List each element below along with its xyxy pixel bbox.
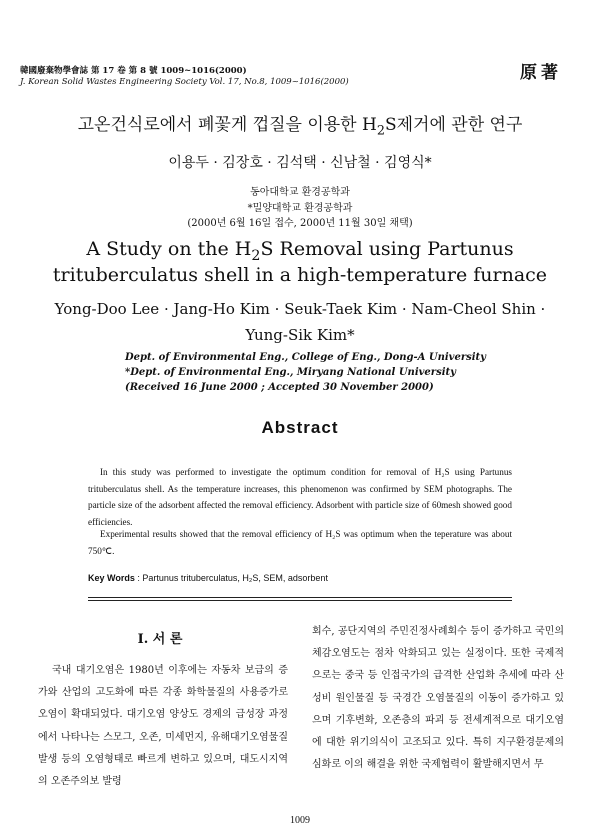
body-column-right: 회수, 공단지역의 주민진정사례회수 등이 증가하고 국민의 체감오염도는 점차 악화되고 있는 실정이다. 또한 국제적으로는 중국 등 인접국가의 급격한 산업화 추세에 따라 산성비 원인물질 등 국경간 오염물질의 이동이 증가하고 있으며 기후변화, 오존층의 파괴 등 전세계적으로 대기오염에 대한 위기의식이 고조되고 있다. 특히 지구환경문제의 심화로 이의 해결을 위한 국제협력이 활발해지면서 무 (312, 626, 564, 771)
korean-title-pre: 고온건식로에서 폐꽃게 껍질을 이용한 H (77, 115, 377, 135)
abstract-paragraph-1: In this study was performed to investigate the optimum condition for removal of H₂S using Partunus trituberculatus shell. As the temperature increases, this phenomenon was confirmed by SEM photographs. The particle size of the adsorbent affected the removal efficiency. Adsorbent with particle size of 60mesh showed good efficiencies. (88, 467, 512, 527)
korean-dates: (2000년 6월 16일 접수, 2000년 11월 30일 채택) (187, 218, 413, 229)
abstract-heading: Abstract (261, 418, 339, 437)
divider-rule (88, 600, 512, 601)
english-authors-line-1: Yong-Doo Lee · Jang-Ho Kim · Seuk-Taek Kim · Nam-Cheol Shin · (54, 300, 546, 318)
korean-authors: 이용두 · 김장호 · 김석택 · 신남철 · 김영식* (168, 155, 432, 171)
keywords-list: : Partunus trituberculatus, H₂S, SEM, adsorbent (134, 573, 328, 583)
abstract-paragraph-2: Experimental results showed that the removal efficiency of H₂S was optimum when the teperature was about 750℃. (88, 529, 512, 556)
keywords-label: Key Words (88, 573, 135, 583)
english-title-subscript: 2 (251, 247, 261, 264)
korean-title (0, 110, 600, 138)
english-title-line-2: trituberculatus shell in a high-temperature furnace (52, 264, 548, 286)
english-title-post: S Removal using Partunus (260, 238, 514, 260)
received-accepted-dates: (Received 16 June 2000 ; Accepted 30 November 2000) (125, 382, 434, 393)
page-number: 1009 (290, 815, 310, 826)
korean-title-subscript: 2 (376, 123, 385, 139)
section-heading-introduction: Ⅰ. 서 론 (137, 632, 183, 647)
english-title-pre: A Study on the H (86, 238, 252, 260)
body-column-left: 국내 대기오염은 1980년 이후에는 자동차 보급의 증가와 산업의 고도화에 따른 각종 화학물질의 사용증가로 오염이 확대되었다. 대기오염 양상도 경제의 급성장 과정에서 나타나는 스모그, 오존, 미세먼지, 유해대기오염물질발생 등의 오염형태로 빠르게 변하고 있으며, 대도시지역의 오존주의보 발령 (38, 665, 288, 788)
english-authors-line-2: Yung-Sik Kim* (245, 326, 355, 344)
article-type-badge: 原著 (520, 63, 562, 83)
divider-rule (88, 597, 512, 598)
korean-affiliation-2: *밀양대학교 환경공학과 (247, 203, 353, 214)
journal-citation-korean: 韓國廢棄物學會誌 第 17 卷 第 8 號 1009~1016(2000) (20, 66, 247, 76)
english-title-line-1 (0, 238, 600, 264)
english-affiliation-2: *Dept. of Environmental Eng., Miryang National University (125, 367, 456, 378)
english-affiliation-1: Dept. of Environmental Eng., College of Eng., Dong-A University (125, 352, 486, 363)
journal-citation-english: J. Korean Solid Wastes Engineering Society Vol. 17, No.8, 1009~1016(2000) (20, 77, 349, 87)
korean-title-post: S제거에 관한 연구 (384, 115, 523, 135)
keywords-line (88, 573, 328, 583)
korean-affiliation-1: 동아대학교 환경공학과 (250, 187, 350, 198)
